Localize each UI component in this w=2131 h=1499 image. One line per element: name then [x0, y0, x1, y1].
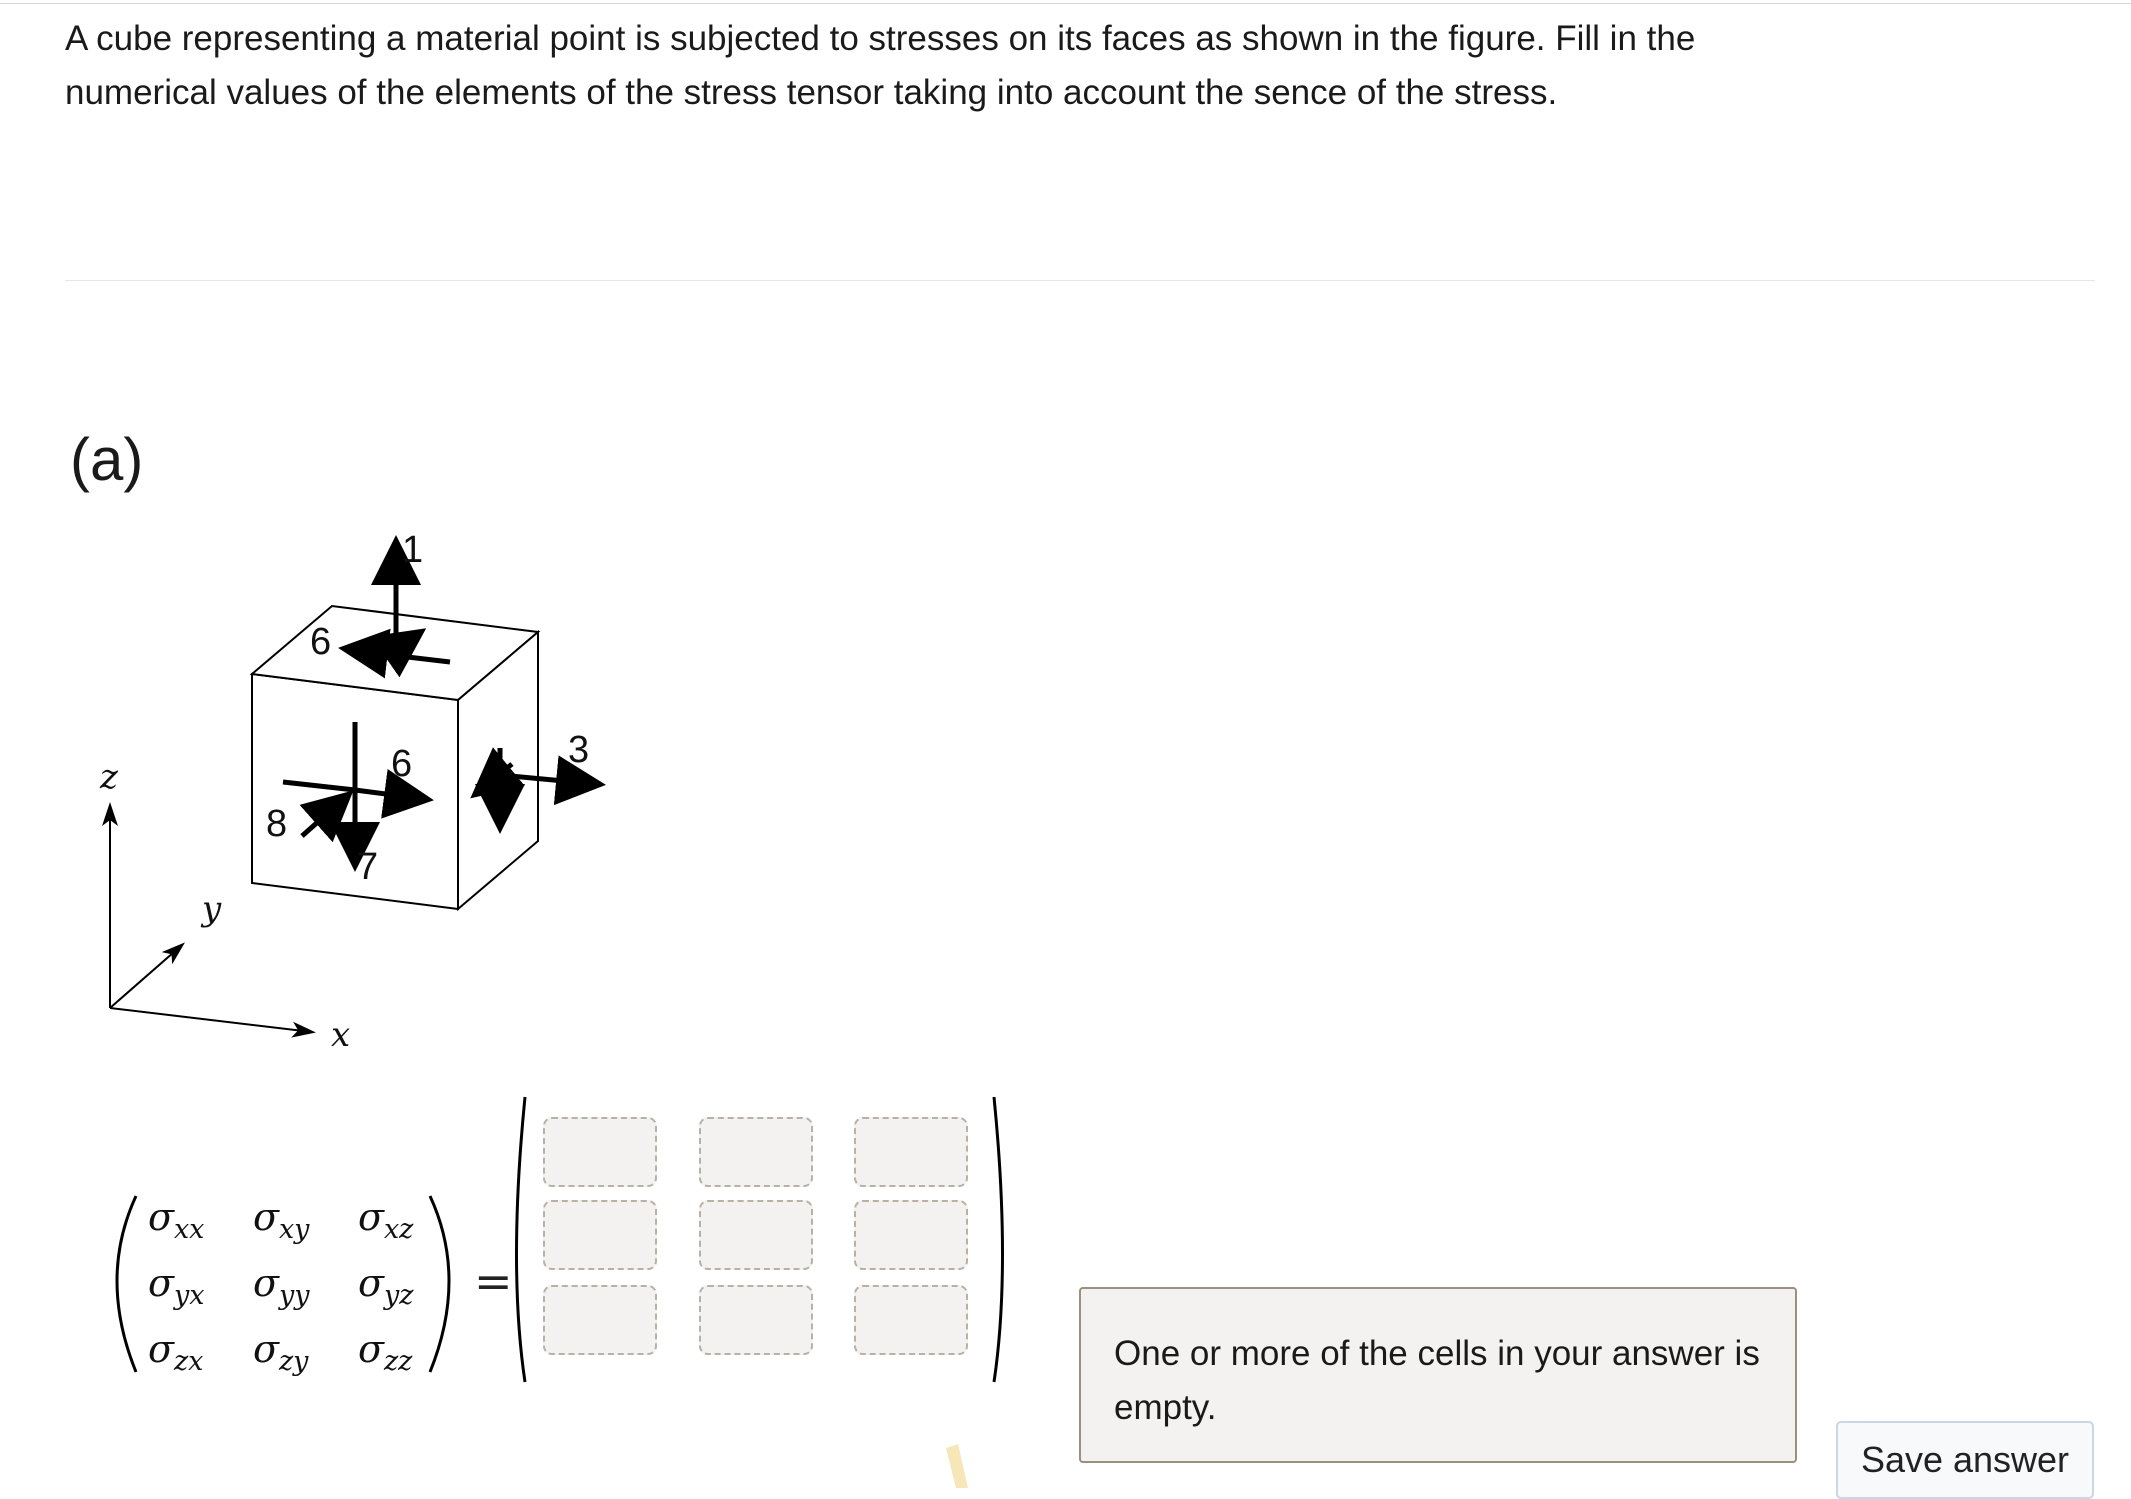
save-answer-button[interactable]: Save answer — [1836, 1421, 2094, 1499]
answer-right-bracket — [994, 1097, 1003, 1382]
sigma-xz — [358, 1195, 414, 1245]
equals-sign: = — [474, 1254, 513, 1308]
sigma-yx — [148, 1261, 204, 1311]
sigma-zx — [148, 1327, 203, 1377]
front-shear-z-value: 7 — [357, 846, 379, 888]
part-label: (a) — [70, 426, 144, 493]
left-paren — [117, 1196, 136, 1372]
sigma-symbol: σ — [358, 1327, 384, 1371]
right-normal-value: 3 — [568, 729, 590, 771]
answer-cell-yx[interactable] — [543, 1200, 657, 1270]
z-axis-label: z — [100, 757, 118, 797]
question-text: A cube representing a material point is subjected to stresses on its faces as shown in the figure. Fill in the numerical values of the elements of the stress tensor taking into account the sence of the stress. — [65, 19, 1696, 112]
x-axis-label: x — [331, 1015, 351, 1055]
sigma-symbol: σ — [253, 1195, 279, 1239]
answer-cell-xy[interactable] — [699, 1117, 813, 1187]
top-normal-value: 1 — [402, 529, 424, 571]
answer-cell-zz[interactable] — [854, 1285, 968, 1355]
answer-cell-xz[interactable] — [854, 1117, 968, 1187]
sigma-subscript: yz — [383, 1280, 414, 1311]
answer-cell-xx[interactable] — [543, 1117, 657, 1187]
y-axis-line — [110, 945, 182, 1008]
sigma-symbol: σ — [358, 1261, 384, 1305]
sigma-symbol: σ — [253, 1261, 279, 1305]
sigma-subscript: xx — [173, 1214, 205, 1245]
pencil-fragment — [946, 1444, 968, 1488]
sigma-symbol: σ — [148, 1261, 174, 1305]
front-normal-value: 8 — [266, 803, 288, 845]
answer-cell-yy[interactable] — [699, 1200, 813, 1270]
sigma-yz — [358, 1261, 414, 1311]
answer-cell-zx[interactable] — [543, 1285, 657, 1355]
sigma-symbol: σ — [148, 1195, 174, 1239]
sigma-zy — [253, 1327, 309, 1377]
feedback-message: One or more of the cells in your answer is empty. — [1079, 1287, 1797, 1463]
sigma-zz — [358, 1327, 413, 1377]
sigma-subscript: zx — [173, 1346, 204, 1377]
front-shear-x-value: 6 — [391, 743, 413, 785]
x-axis-line — [110, 1008, 312, 1032]
sigma-symbol: σ — [253, 1327, 279, 1371]
sigma-subscript: yy — [278, 1280, 310, 1311]
sigma-subscript: yx — [173, 1280, 205, 1311]
y-axis-label: y — [202, 889, 222, 929]
sigma-symbol: σ — [148, 1327, 174, 1371]
sigma-subscript: zy — [278, 1346, 309, 1377]
sigma-subscript: zz — [383, 1346, 413, 1377]
sigma-symbol: σ — [358, 1195, 384, 1239]
top-shear-value: 6 — [310, 621, 332, 663]
sigma-subscript: xy — [278, 1214, 310, 1245]
right-paren — [430, 1196, 449, 1372]
sigma-xy — [253, 1195, 310, 1245]
answer-left-bracket — [517, 1097, 526, 1382]
sigma-xx — [148, 1195, 204, 1245]
sigma-yy — [253, 1261, 310, 1311]
answer-cell-zy[interactable] — [699, 1285, 813, 1355]
answer-cell-yz[interactable] — [854, 1200, 968, 1270]
sigma-subscript: xz — [383, 1214, 414, 1245]
tensor-symbol-matrix — [117, 1195, 449, 1377]
